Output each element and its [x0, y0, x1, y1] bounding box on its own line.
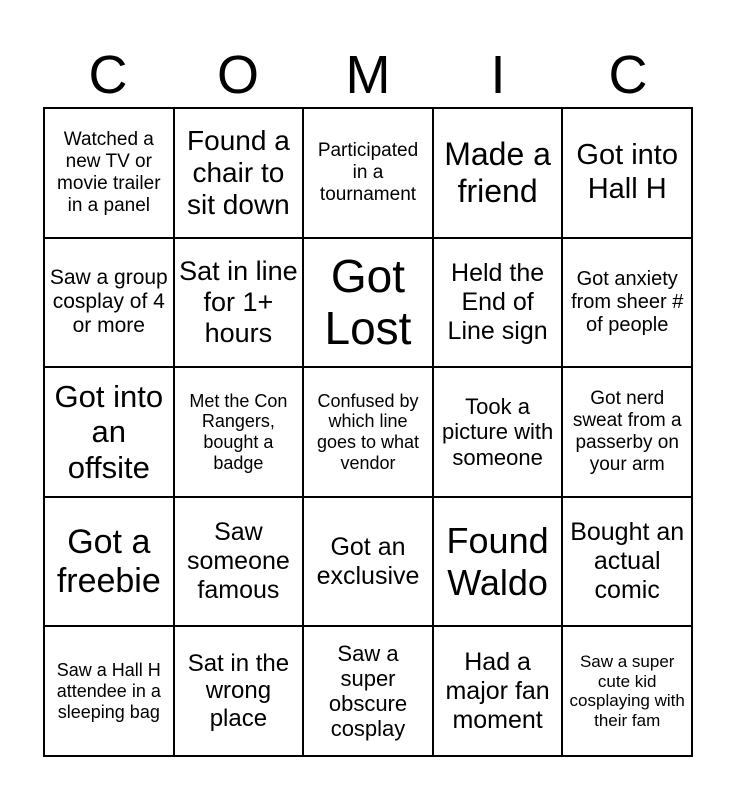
bingo-cell-text: Confused by which line goes to what vendor: [316, 390, 420, 473]
header-letter-c: C: [88, 45, 128, 105]
bingo-cell-text: Got a freebie: [56, 522, 161, 600]
bingo-cell-text: Got anxiety from sheer # of people: [571, 267, 684, 336]
bingo-cell[interactable]: [44, 497, 174, 627]
header-letter-i: I: [490, 45, 506, 105]
bingo-cell-text: Got into Hall H: [576, 139, 678, 205]
bingo-cell[interactable]: [433, 497, 563, 627]
bingo-cell-text: Had a major fan moment: [445, 648, 550, 734]
header-letter-c2: C: [608, 45, 648, 105]
bingo-cell-text: Got Lost: [324, 249, 412, 355]
bingo-cell-text: Made a friend: [444, 136, 551, 209]
bingo-cell[interactable]: [174, 367, 304, 497]
bingo-cell-text: Found Waldo: [446, 520, 549, 603]
bingo-cell[interactable]: [44, 367, 174, 497]
bingo-cell[interactable]: [44, 626, 174, 756]
bingo-grid: [43, 107, 693, 757]
bingo-cell[interactable]: [433, 367, 563, 497]
bingo-cell[interactable]: [174, 497, 304, 627]
bingo-cell[interactable]: [174, 108, 304, 238]
bingo-cell-text: Saw a group cosplay of 4 or more: [49, 266, 168, 338]
bingo-cell[interactable]: [433, 626, 563, 756]
bingo-cell[interactable]: [44, 238, 174, 368]
bingo-cell[interactable]: [562, 626, 692, 756]
bingo-cell-text: Saw a Hall H attendee in a sleeping bag: [56, 660, 161, 722]
bingo-cell-text: Got an exclusive: [316, 532, 420, 590]
bingo-cell-text: Participated in a tournament: [317, 140, 419, 205]
bingo-cell-text: Saw someone famous: [186, 518, 290, 604]
bingo-cell-text: Watched a new TV or movie trailer in a panel: [57, 129, 161, 216]
bingo-cell[interactable]: [562, 367, 692, 497]
bingo-cell-text: Took a picture with someone: [441, 394, 554, 470]
bingo-cell-text: Got nerd sweat from a passerby on your arm: [572, 388, 682, 475]
bingo-cell[interactable]: [433, 108, 563, 238]
bingo-cell[interactable]: [303, 108, 433, 238]
bingo-cell-text: Saw a super cute kid cosplaying with their fam: [569, 652, 685, 730]
bingo-cell-text: Saw a super obscure cosplay: [328, 640, 408, 742]
bingo-cell[interactable]: [174, 626, 304, 756]
bingo-cell[interactable]: [562, 238, 692, 368]
bingo-cell[interactable]: [303, 497, 433, 627]
bingo-cell[interactable]: [44, 108, 174, 238]
bingo-header: [43, 45, 693, 105]
bingo-cell[interactable]: [303, 367, 433, 497]
bingo-cell-text: Sat in the wrong place: [187, 649, 290, 732]
bingo-cell[interactable]: [433, 238, 563, 368]
bingo-cell[interactable]: [303, 626, 433, 756]
bingo-cell-text: Bought an actual comic: [570, 518, 685, 604]
header-letter-o: O: [216, 45, 259, 105]
bingo-cell-text: Got into an offsite: [54, 378, 164, 485]
bingo-cell-text: Sat in line for 1+ hours: [179, 255, 298, 348]
bingo-cell[interactable]: [562, 497, 692, 627]
bingo-cell-text: Met the Con Rangers, bought a badge: [189, 390, 288, 473]
bingo-cell-text: Found a chair to sit down: [187, 124, 290, 220]
bingo-cell[interactable]: [174, 238, 304, 368]
header-letter-m: M: [345, 45, 391, 105]
bingo-cell-text: Held the End of Line sign: [447, 259, 548, 345]
bingo-cell[interactable]: [562, 108, 692, 238]
bingo-cell[interactable]: [303, 238, 433, 368]
